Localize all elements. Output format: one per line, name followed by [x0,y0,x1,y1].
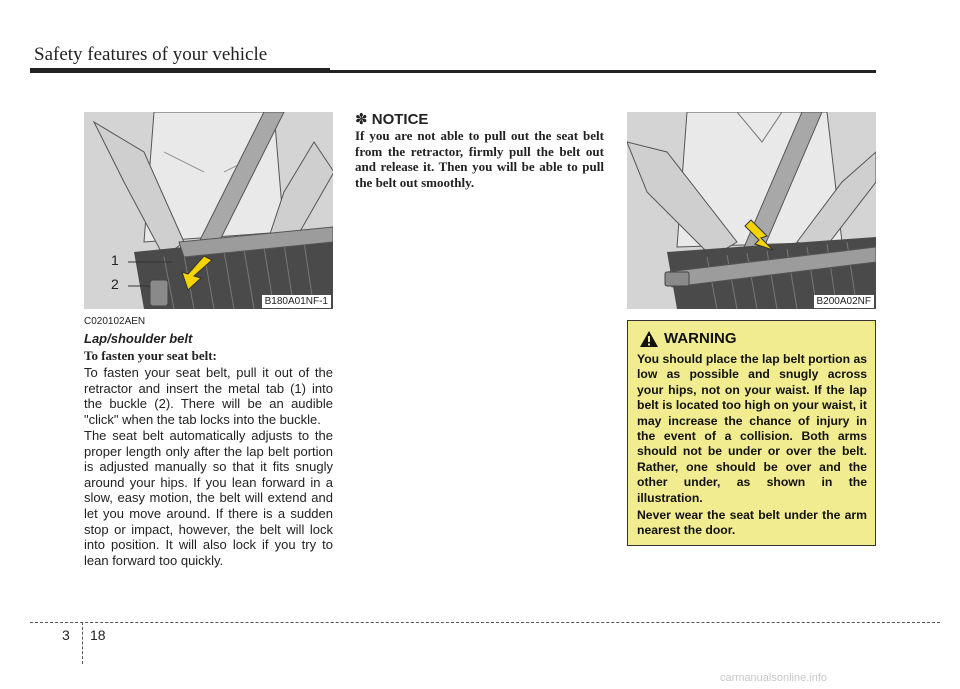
seat-belt-position-illustration [627,112,876,309]
callout-2: 2 [111,276,119,292]
chapter-number: 3 [62,627,70,643]
warning-title: WARNING [664,330,737,347]
warning-body [637,352,867,541]
warning-paragraph-1: You should place the lap belt portion as low as possible and snugly across your hips, not on your waist. If the lap belt is located too high on your waist, it may increase the chance of injury in the event of a collision. Both arms should not be under or over the belt. Rather, one should be over and the other under, as shown in the illustration. [637,352,868,505]
illustration-drawing [84,112,333,309]
figure-1-label: B180A01NF-1 [262,295,331,308]
paragraph-fasten: To fasten your seat belt, pull it out of the retractor and insert the metal tab (1) into the buckle (2). There will be an audible "click" when the tab locks into the buckle. [84,365,333,427]
warning-box [627,320,876,546]
figure-2-label: B200A02NF [814,295,874,308]
notice-body: If you are not able to pull out the seat belt from the retractor, firmly pull the belt out and release it. Then you will be able to pull the belt out smoothly. [355,128,604,190]
warning-triangle-icon [640,331,658,347]
watermark: carmanualsonline.info [720,672,828,684]
section-code: C020102AEN [84,316,146,327]
header-rule [30,70,876,73]
notice-title: ✽ NOTICE [355,111,429,128]
seat-belt-fastening-illustration [84,112,333,309]
page-number-separator [82,622,83,664]
warning-header [640,330,737,347]
illustration-drawing-2 [627,112,876,309]
page-header-title: Safety features of your vehicle [34,44,268,65]
page-number: 18 [90,627,106,643]
callout-1: 1 [111,252,119,268]
section-subheading: Lap/shoulder belt [84,331,193,346]
paragraph-adjust: The seat belt automatically adjusts to the proper length only after the lap belt portion is adjusted manually so that it fits snugly around your hips. If you lean forward in a slow, easy motion, the belt will extend and let you move around. If there is a sudden stop or impact, however, the belt will lock into position. It will also lock if you try to lean forward too quickly. [84,428,333,568]
warning-paragraph-2: Never wear the seat belt under the arm nearest the door. [637,508,867,538]
footer-rule [30,622,940,623]
section-subsubheading: To fasten your seat belt: [84,348,217,363]
